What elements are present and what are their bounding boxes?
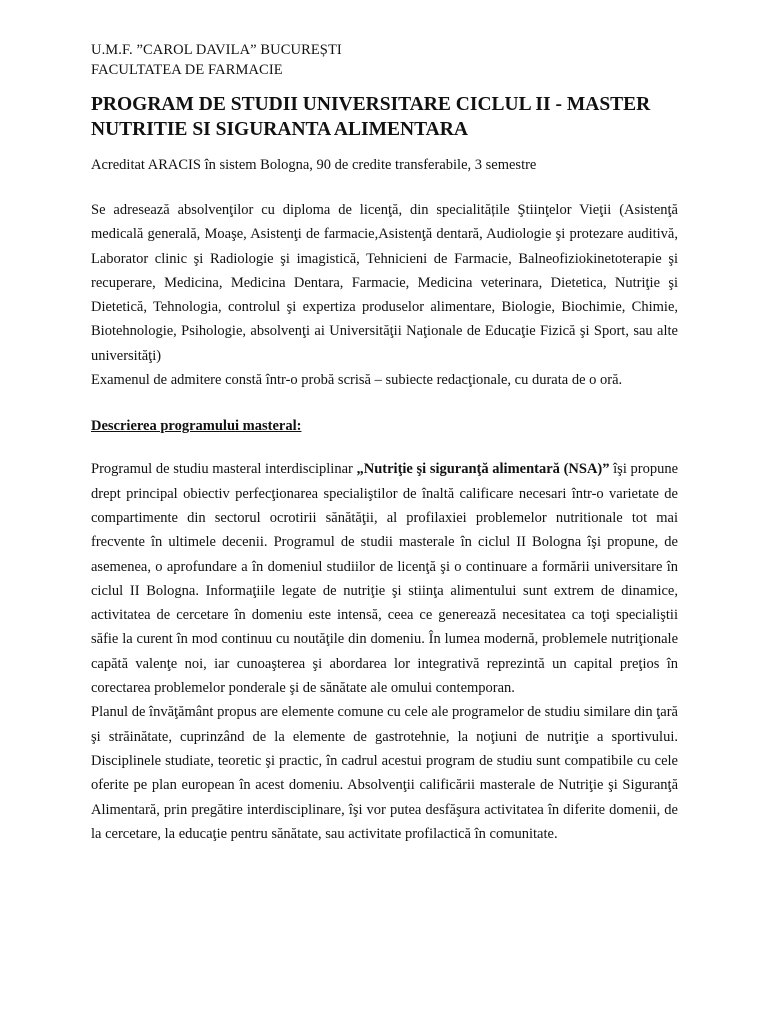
admission-paragraph: Examenul de admitere constă într-o probă scrisă – subiecte redacţionale, cu durata de o oră.: [91, 372, 623, 389]
audience-section: [91, 198, 678, 392]
description-paragraph-1: [91, 457, 678, 700]
institution-name: U.M.F. ”CAROL DAVILA” BUCUREȘTI: [91, 42, 342, 58]
program-title: [91, 92, 678, 142]
program-title-line-2: NUTRITIE SI SIGURANTA ALIMENTARA: [91, 119, 468, 140]
description-heading: Descrierea programului masteral:: [91, 418, 302, 435]
description-p1-intro: Programul de studiu masteral interdisciplinar: [91, 461, 357, 478]
program-name-bold: „Nutriţie şi siguranţă alimentară (NSA)”: [356, 461, 610, 478]
faculty-name: FACULTATEA DE FARMACIE: [91, 62, 283, 78]
accreditation-line: Acreditat ARACIS în sistem Bologna, 90 de credite transferabile, 3 semestre: [91, 157, 537, 173]
description-paragraph-2: Planul de învăţământ propus are elemente comune cu cele ale programelor de studiu similare din ţară şi străinătate, cuprinzând de la elemente de gastrotehnie, la noţiuni de nutriţie a sportivului. Disciplinele studiate, teoretic şi practic, în cadrul acestui program de studiu sunt compatibile cu cele oferite pe plan european în acest domeniu. Absolvenţii calificării masterale de Nutriţie şi Siguranţă Alimentară, prin pregătire interdisciplinare, îşi vor putea desfăşura activitatea în diferite domenii, de la cercetare, la educaţie pentru sănătate, sau activitate profilactică în comunitate.: [91, 704, 678, 842]
audience-paragraph: Se adresează absolvenţilor cu diploma de licenţă, din specialitățile Ştiinţelor Vieţii (Asistenţă medicală generală, Moaşe, Asistenţi de farmacie,Asistenţă dentară, Audiologie şi protezare auditivă, Laborator clinic şi Radiologie şi imagistică, Tehnicieni de Farmacie, Balneofiziokinetoterapie şi recuperare, Medicina, Medicina Dentara, Farmacie, Medicina veterinara, Dietetica, Nutriţie şi Dietetică, Tehnologia, controlul şi expertiza produselor alimentare, Biologie, Biochimie, Chimie, Biotehnologie, Psihologie, absolvenţi ai Universităţii Naţionale de Educaţie Fizică şi Sport, sau alte universităţi): [91, 202, 678, 364]
document-page: [91, 40, 678, 846]
description-p1-body: îşi propune drept principal obiectiv perfecţionarea specialiştilor de înaltă calificare necesari într-o varietate de compartimente din sectorul ocrotirii sănătăţii, al profilaxiei problemelor nutritionale tot mai frecvente în ultimele decenii. Programul de studii masterale în ciclul II Bologna îşi propune, de asemenea, o aprofundare a în domeniul studiilor de licenţă şi o continuare a formării universitare în ciclul II Bologna. Informaţiile legate de nutriţie şi stiinţa alimentului sunt extrem de dinamice, activitatea de cercetare în domeniu este intensă, ceea ce generează necesitatea ca toţi specialiştii săfie la curent în mod continuu cu noutăţile din domeniu. În lumea modernă, problemele nutriţionale capătă valenţe noi, iar cunoaşterea şi abordarea lor integrativă reprezintă un capital preţios în corectarea problemelor ponderale şi de sănătate ale omului contemporan.: [91, 461, 679, 697]
program-title-line-1: PROGRAM DE STUDII UNIVERSITARE CICLUL II - MASTER: [91, 94, 651, 115]
description-section: [91, 457, 678, 846]
